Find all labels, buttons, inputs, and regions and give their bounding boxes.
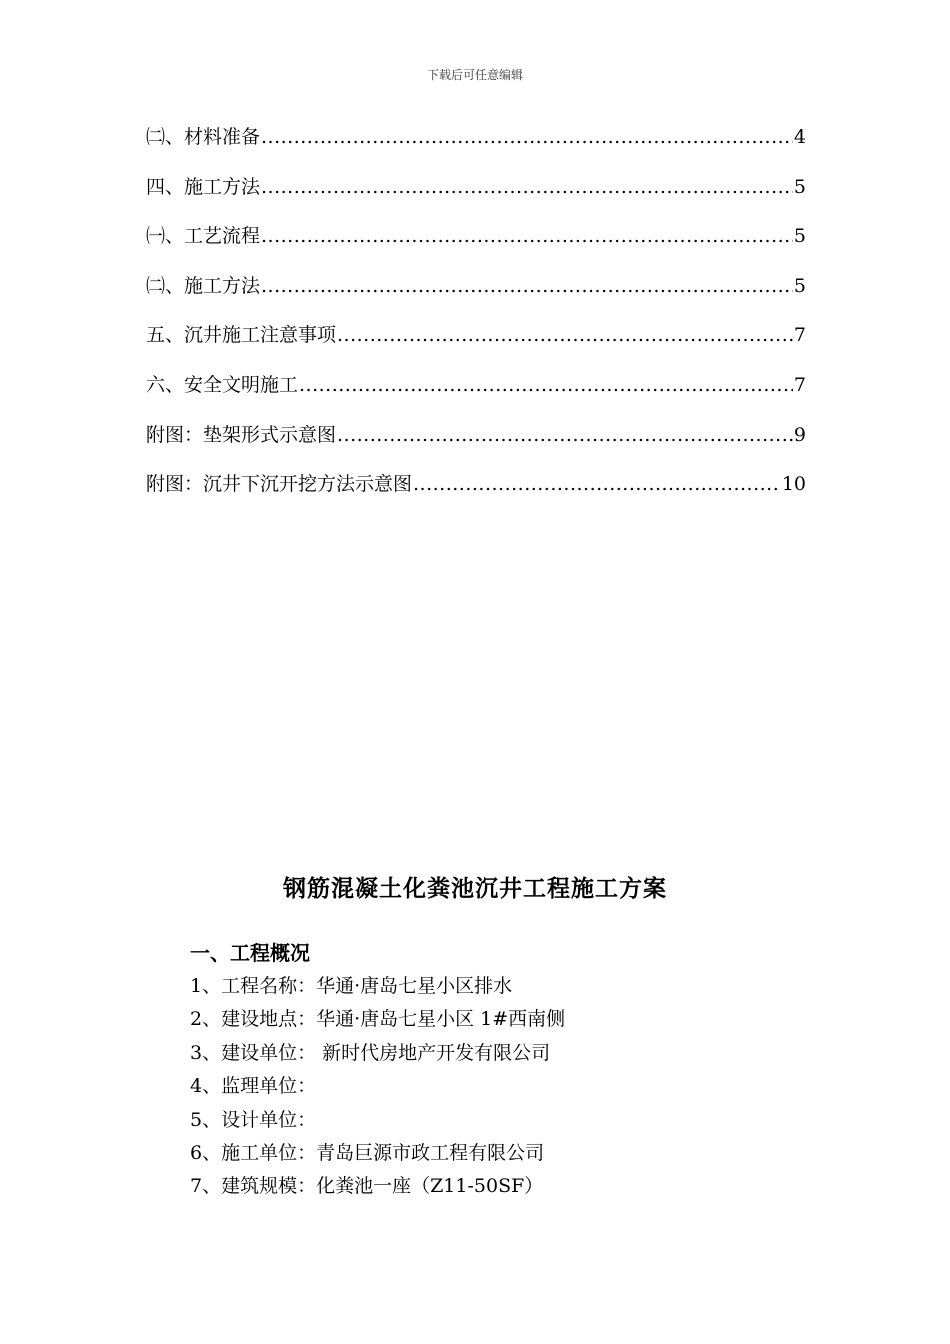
toc-dot-leader [261, 217, 793, 255]
toc-entry-label: 附图：垫架形式示意图 [146, 423, 337, 446]
toc-entry[interactable] [146, 316, 806, 366]
toc-dot-leader [261, 267, 793, 305]
project-info-item: 6、施工单位：青岛巨源市政工程有限公司 [190, 1141, 545, 1164]
toc-entry-page: 7 [793, 373, 806, 396]
toc-entry-page: 4 [793, 126, 806, 148]
toc-dot-leader [299, 366, 793, 404]
toc-entry-page: 7 [793, 324, 806, 347]
toc-entry-page: 10 [781, 473, 806, 496]
project-info-item: 2、建设地点：华通·唐岛七星小区 1#西南侧 [190, 1008, 566, 1031]
toc-entry[interactable] [146, 267, 806, 317]
project-info-item: 7、建筑规模：化粪池一座（Z11-50SF） [190, 1175, 544, 1198]
toc-entry[interactable] [146, 416, 806, 466]
toc-entry[interactable] [146, 118, 806, 168]
toc-entry-label: 六、安全文明施工 [146, 373, 299, 396]
table-of-contents [146, 118, 806, 515]
document-title: 钢筋混凝土化粪池沉井工程施工方案 [283, 875, 667, 902]
toc-entry-label: 附图：沉井下沉开挖方法示意图 [146, 473, 413, 496]
toc-dot-leader [261, 118, 793, 156]
toc-entry-label: 五、沉井施工注意事项 [146, 324, 337, 347]
toc-entry-label: 四、施工方法 [146, 175, 261, 198]
toc-dot-leader [337, 316, 793, 354]
toc-dot-leader [413, 465, 781, 503]
toc-entry-page: 9 [793, 423, 806, 446]
project-info-item: 3、建设单位： 新时代房地产开发有限公司 [190, 1041, 551, 1064]
toc-dot-leader [261, 168, 793, 206]
toc-entry-page: 5 [793, 225, 806, 248]
toc-dot-leader [337, 416, 793, 454]
toc-entry-label: ㈠、工艺流程 [146, 225, 261, 248]
section-heading: 一、工程概况 [190, 941, 310, 965]
project-info-item: 5、设计单位： [190, 1108, 317, 1131]
project-info-list [190, 970, 565, 1204]
toc-entry[interactable] [146, 168, 806, 218]
toc-entry-page: 5 [793, 274, 806, 297]
toc-entry-page: 5 [793, 175, 806, 198]
page-header: 下载后可任意编辑 [426, 68, 523, 82]
toc-entry[interactable] [146, 465, 806, 515]
toc-entry-label: ㈡、材料准备 [146, 126, 261, 148]
project-info-item: 1、工程名称：华通·唐岛七星小区排水 [190, 975, 513, 997]
toc-entry-label: ㈡、施工方法 [146, 274, 261, 297]
toc-entry[interactable] [146, 366, 806, 416]
toc-entry[interactable] [146, 217, 806, 267]
project-info-item: 4、监理单位： [190, 1075, 317, 1098]
